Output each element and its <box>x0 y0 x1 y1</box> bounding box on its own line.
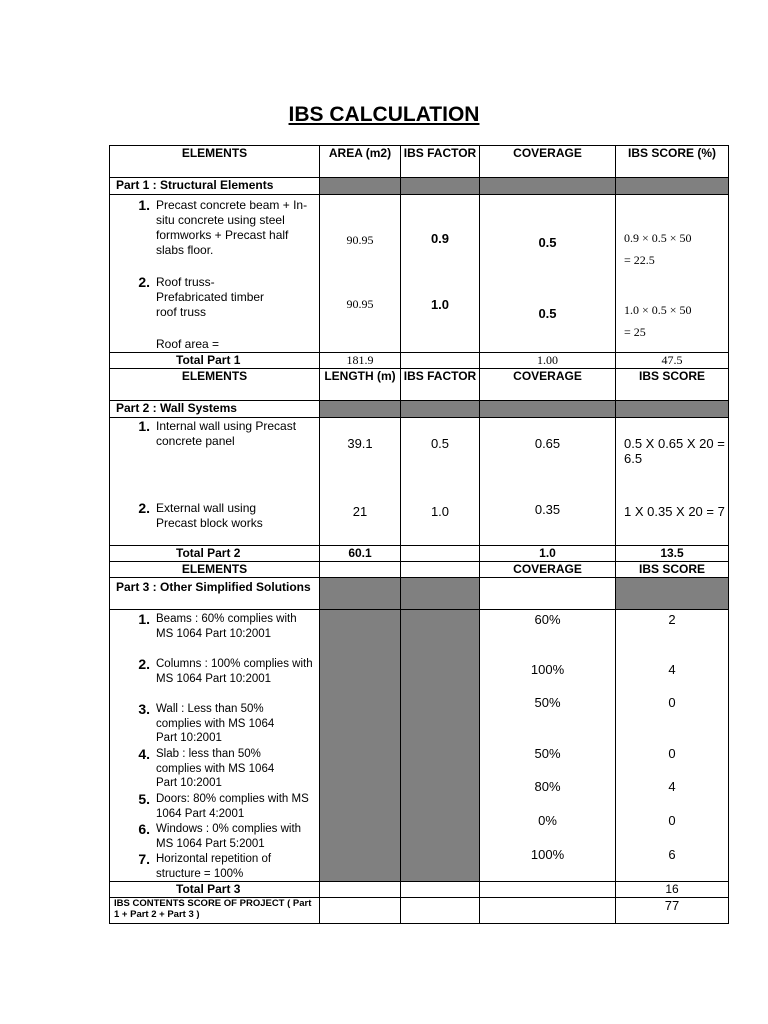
total-label: Total Part 1 <box>110 353 320 369</box>
length-value: 39.1 <box>347 436 373 451</box>
part3-total-row <box>110 882 729 898</box>
part3-body-row <box>110 610 729 882</box>
header-area: AREA (m2) <box>320 146 401 178</box>
header-elements: ELEMENTS <box>110 369 320 401</box>
score-formula: 1 X 0.35 X 20 = 7 <box>624 504 725 519</box>
list-item <box>110 657 319 686</box>
list-item <box>110 275 319 320</box>
header-length: LENGTH (m) <box>320 369 401 401</box>
part3-title: Part 3 : Other Simplified Solutions <box>110 578 320 610</box>
total-score: 47.5 <box>616 353 729 369</box>
list-item <box>110 852 319 881</box>
item-number: 3. <box>138 701 150 717</box>
part2-total-row <box>110 546 729 562</box>
ibs-table <box>109 145 729 924</box>
header-ibs-factor: IBS FACTOR <box>401 146 480 178</box>
item-text: Precast concrete beam + In-situ concrete using steel formworks + Precast half slabs floor. <box>156 198 308 257</box>
list-item <box>110 792 319 821</box>
area-value: 90.95 <box>346 233 374 247</box>
header-elements: ELEMENTS <box>110 562 320 578</box>
score-value: 0 <box>668 695 676 710</box>
coverage-value: 0% <box>538 813 557 828</box>
item-text: External wall using Precast block works <box>156 501 263 530</box>
length-value: 21 <box>352 504 368 519</box>
header-ibs-factor: IBS FACTOR <box>401 369 480 401</box>
score-value: 6 <box>668 847 676 862</box>
score-formula: 0.5 X 0.65 X 20 = 6.5 <box>624 436 725 466</box>
item-text: Wall : Less than 50% complies with MS 1064 Part 10:2001 <box>156 703 275 744</box>
header-coverage: COVERAGE <box>480 369 616 401</box>
contents-score-label: IBS CONTENTS SCORE OF PROJECT ( Part 1 + Part 2 + Part 3 ) <box>110 898 320 924</box>
item-number: 1. <box>138 197 150 213</box>
score-value: 4 <box>668 662 676 677</box>
coverage-value: 100% <box>530 847 565 862</box>
part3-title-row <box>110 578 729 610</box>
list-item <box>110 747 319 791</box>
list-item-extra <box>110 337 319 352</box>
score-formula: 1.0 × 0.5 × 50 <box>624 303 692 317</box>
coverage-value: 80% <box>534 779 561 794</box>
total-score: 13.5 <box>616 546 729 562</box>
list-item <box>110 612 319 641</box>
coverage-value: 100% <box>530 662 565 677</box>
header-elements: ELEMENTS <box>110 146 320 178</box>
score-formula: 0.9 × 0.5 × 50 <box>624 231 692 245</box>
part2-title: Part 2 : Wall Systems <box>110 401 320 418</box>
part1-title-row <box>110 178 729 195</box>
item-text: Internal wall using Precast concrete panel <box>156 419 297 448</box>
coverage-value: 0.65 <box>534 436 561 451</box>
header-ibs-score: IBS SCORE <box>616 562 729 578</box>
area-value: 90.95 <box>346 297 374 311</box>
list-item <box>110 501 319 531</box>
item-text: Doors: 80% complies with MS 1064 Part 4:2001 <box>156 793 309 820</box>
item-text: Windows : 0% complies with MS 1064 Part 5:2001 <box>156 823 302 850</box>
score-result: = 25 <box>624 325 646 339</box>
header-ibs-score: IBS SCORE (%) <box>616 146 729 178</box>
item-text: Beams : 60% complies with MS 1064 Part 10:2001 <box>156 613 297 640</box>
part2-title-row <box>110 401 729 418</box>
header-ibs-score: IBS SCORE <box>616 369 729 401</box>
total-coverage: 1.0 <box>480 546 616 562</box>
factor-value: 0.9 <box>430 231 450 246</box>
item-number: 7. <box>138 851 150 867</box>
score-value: 0 <box>668 813 676 828</box>
total-length: 60.1 <box>320 546 401 562</box>
part1-elements-cell <box>110 195 320 353</box>
total-area: 181.9 <box>320 353 401 369</box>
item-text: Slab : less than 50% complies with MS 1064 Part 10:2001 <box>156 748 275 789</box>
total-label: Total Part 2 <box>110 546 320 562</box>
item-number: 1. <box>138 418 150 434</box>
contents-score-value: 77 <box>616 898 729 924</box>
page-title: IBS CALCULATION <box>288 103 480 126</box>
score-value: 4 <box>668 779 676 794</box>
item-number: 5. <box>138 791 150 807</box>
contents-score-row <box>110 898 729 924</box>
item-text: Roof truss- Prefabricated timber roof truss <box>156 275 265 319</box>
list-item <box>110 822 319 851</box>
list-item <box>110 419 319 449</box>
roof-area-label: Roof area = <box>156 337 220 351</box>
coverage-value: 0.5 <box>538 235 557 250</box>
coverage-value: 0.35 <box>534 502 561 517</box>
factor-value: 1.0 <box>430 504 450 519</box>
item-number: 6. <box>138 821 150 837</box>
score-result: = 22.5 <box>624 253 655 267</box>
factor-value: 0.5 <box>430 436 450 451</box>
item-number: 1. <box>138 611 150 627</box>
part1-total-row <box>110 353 729 369</box>
part2-body-row <box>110 418 729 546</box>
header-row-1 <box>110 146 729 178</box>
coverage-value: 50% <box>534 746 561 761</box>
item-number: 2. <box>138 656 150 672</box>
header-row-2 <box>110 369 729 401</box>
coverage-value: 60% <box>534 612 561 627</box>
factor-value: 1.0 <box>430 297 450 312</box>
coverage-value: 0.5 <box>538 306 557 321</box>
total-score: 16 <box>616 882 729 898</box>
header-row-3 <box>110 562 729 578</box>
item-text: Columns : 100% complies with MS 1064 Part 10:2001 <box>156 658 313 685</box>
list-item <box>110 702 319 746</box>
item-text: Horizontal repetition of structure = 100% <box>156 853 272 880</box>
total-coverage: 1.00 <box>480 353 616 369</box>
item-number: 2. <box>138 274 150 290</box>
part1-title: Part 1 : Structural Elements <box>110 178 320 195</box>
score-value: 2 <box>668 612 676 627</box>
item-number: 4. <box>138 746 150 762</box>
header-coverage: COVERAGE <box>480 562 616 578</box>
coverage-value: 50% <box>534 695 561 710</box>
list-item <box>110 198 319 258</box>
header-coverage: COVERAGE <box>480 146 616 178</box>
score-value: 0 <box>668 746 676 761</box>
total-label: Total Part 3 <box>110 882 320 898</box>
part1-body-row <box>110 195 729 353</box>
item-number: 2. <box>138 500 150 516</box>
